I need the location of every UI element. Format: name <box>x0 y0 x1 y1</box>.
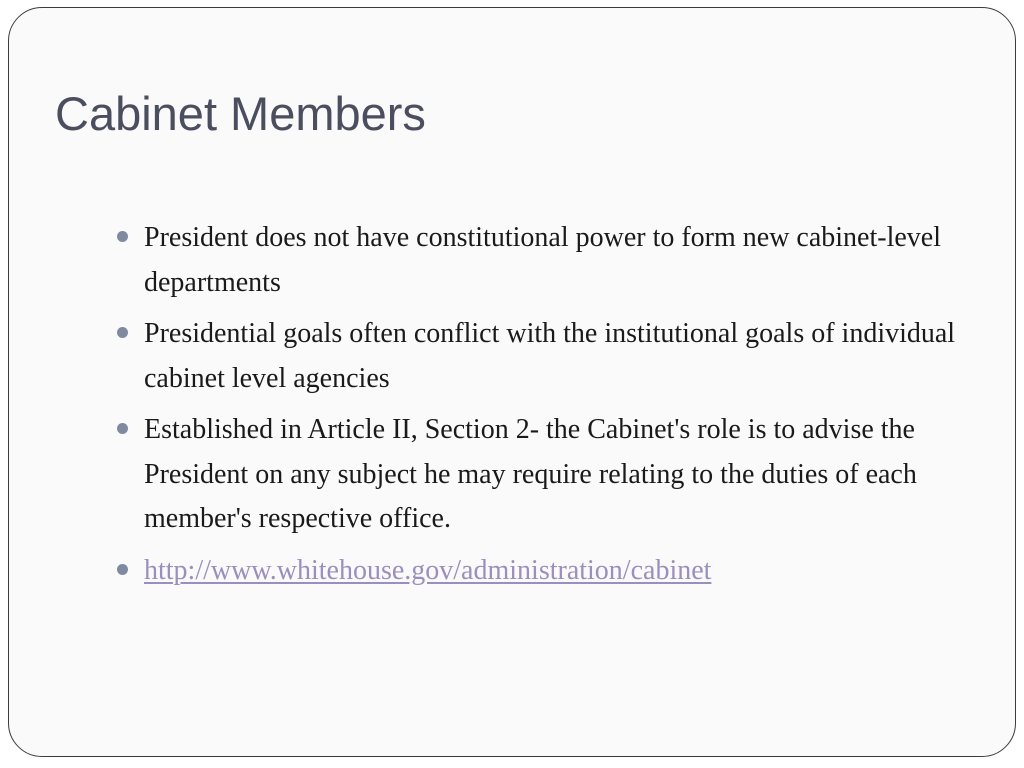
bullet-item <box>115 216 965 305</box>
cabinet-link[interactable]: http://www.whitehouse.gov/administration/cabinet <box>144 554 712 586</box>
slide-title: Cabinet Members <box>55 87 426 140</box>
bullet-text: President does not have constitutional power to form new cabinet-level departments <box>144 222 942 298</box>
bullet-text: Established in Article II, Section 2- the Cabinet's role is to advise the President on any subject he may require relating to the duties of each member's respective office. <box>144 414 917 534</box>
slide-frame <box>8 7 1016 757</box>
bullet-link-container <box>144 549 965 594</box>
bullet-item <box>115 312 965 401</box>
bullet-list <box>115 216 965 600</box>
bullet-dot-icon <box>117 423 128 434</box>
bullet-text: Presidential goals often conflict with the institutional goals of individual cabinet level agencies <box>144 318 956 394</box>
bullet-dot-icon <box>117 327 128 338</box>
bullet-item-link <box>115 549 965 594</box>
bullet-dot-icon <box>117 231 128 242</box>
bullet-dot-icon <box>117 564 128 575</box>
bullet-item <box>115 408 965 542</box>
